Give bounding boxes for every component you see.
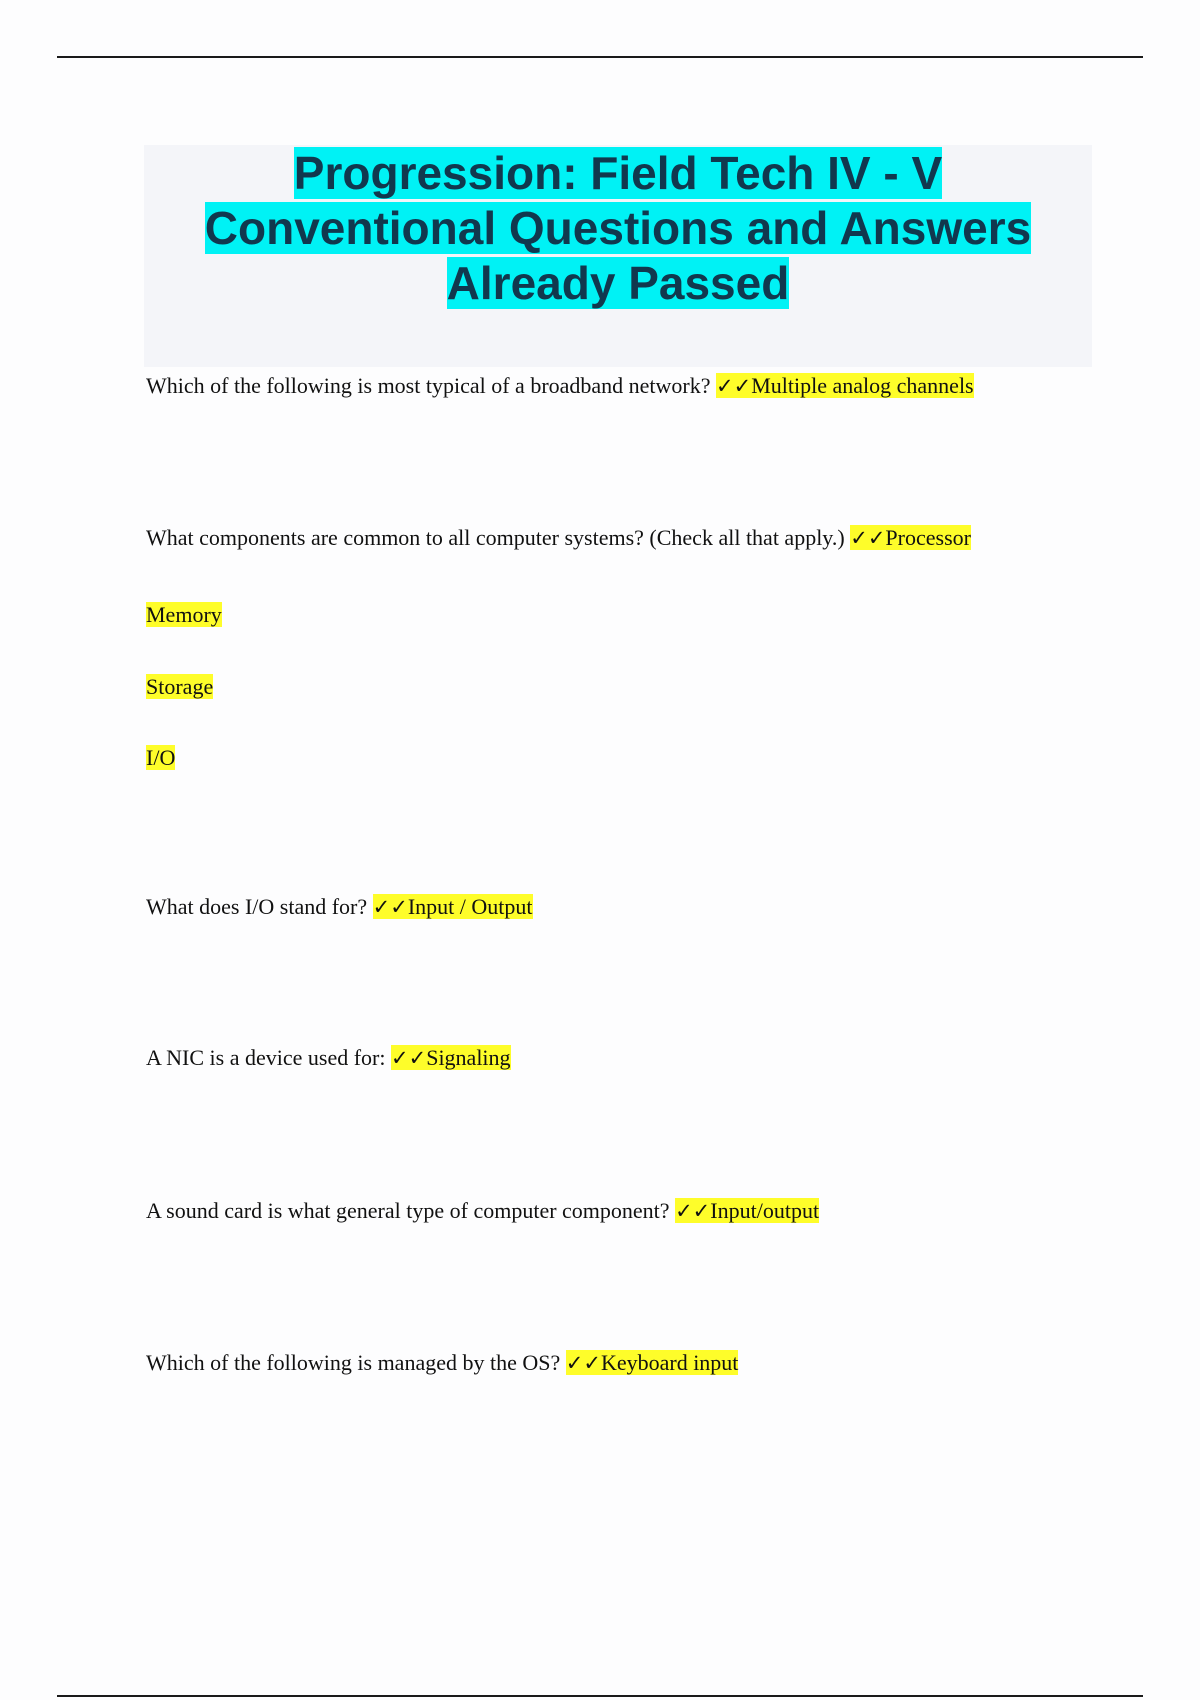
document-title (144, 146, 1092, 311)
answer-text: Storage (146, 674, 214, 699)
answer-text: Multiple analog channels (751, 373, 974, 398)
bottom-rule (57, 1695, 1143, 1697)
title-line-1: Progression: Field Tech IV - V (293, 147, 943, 199)
answer-line-io (146, 744, 175, 772)
qa-item-4 (146, 1044, 511, 1072)
answer-text: Input/output (710, 1198, 820, 1223)
answer-highlight (850, 525, 971, 550)
answer-highlight (716, 373, 974, 398)
qa-item-3 (146, 893, 533, 921)
double-check-icon: ✓✓ (391, 1046, 427, 1070)
answer-text: Processor (885, 525, 971, 550)
double-check-icon: ✓✓ (850, 526, 886, 550)
question-text: What components are common to all computer systems? (Check all that apply.) (146, 525, 851, 550)
top-rule (57, 56, 1143, 58)
qa-item-5 (146, 1197, 819, 1225)
question-text: A sound card is what general type of computer component? (146, 1198, 676, 1223)
qa-item-2 (146, 524, 971, 552)
answer-highlight (566, 1350, 739, 1375)
question-text: Which of the following is managed by the OS? (146, 1350, 566, 1375)
answer-highlight (373, 894, 533, 919)
answer-text: Keyboard input (600, 1350, 739, 1375)
answer-text: Signaling (426, 1045, 511, 1070)
answer-highlight (675, 1198, 819, 1223)
title-line-3: Already Passed (446, 257, 790, 309)
qa-item-6 (146, 1349, 738, 1377)
double-check-icon: ✓✓ (716, 374, 752, 398)
double-check-icon: ✓✓ (372, 895, 408, 919)
answer-text: I/O (146, 745, 176, 770)
answer-line-memory (146, 601, 222, 629)
answer-line-storage (146, 673, 213, 701)
question-text: A NIC is a device used for: (146, 1045, 391, 1070)
question-text: Which of the following is most typical of a broadband network? (146, 373, 717, 398)
double-check-icon: ✓✓ (675, 1199, 711, 1223)
answer-text: Input / Output (407, 894, 533, 919)
qa-item-1 (146, 372, 974, 400)
title-line-2: Conventional Questions and Answers (204, 202, 1032, 254)
question-text: What does I/O stand for? (146, 894, 373, 919)
double-check-icon: ✓✓ (565, 1351, 601, 1375)
answer-text: Memory (146, 602, 222, 627)
answer-highlight (391, 1045, 511, 1070)
